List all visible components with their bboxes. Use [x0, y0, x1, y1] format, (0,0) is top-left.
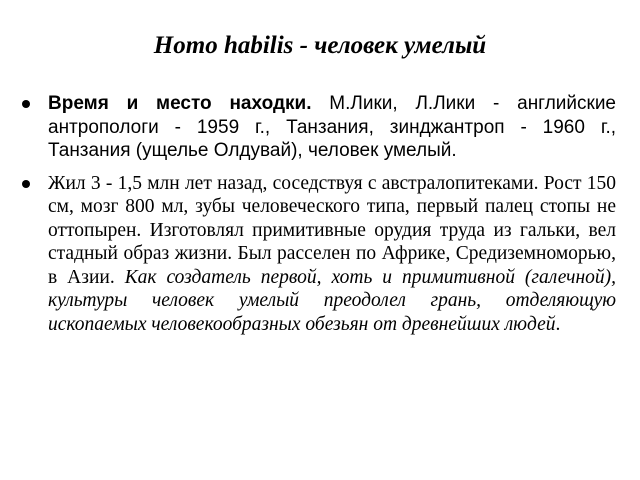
- bullet-dot-icon: [22, 100, 30, 108]
- bullet-text: М.Лики, Л.Лики - английские антропологи - 1959 г., Танзания, зинджантроп - 1960 г., Танзания (ущелье Олдувай), человек умелый.: [48, 93, 616, 161]
- bullet-lead: Время и место находки.: [48, 93, 312, 114]
- bullet-text: Жил 3 - 1,5 млн лет назад, соседствуя с австралопитеками. Рост 150 см, мозг 800 мл, зубы человеческого типа, первый палец стопы не оттопырен. Изготовлял примитивные орудия труда из гальки, вел стадный образ жизни. Был расселен по Африке, Средиземноморью, в Азии.: [48, 172, 616, 288]
- bullet-tail: .: [555, 313, 561, 335]
- bullet-italic-text: Как создатель первой, хоть и примитивной (галечной), культуры человек умелый преодолел грань, отделяющую ископаемых человекообразных обезьян от древнейших людей: [48, 266, 616, 335]
- bullet-dot-icon: [22, 180, 30, 188]
- bullet-item-discovery: [20, 92, 616, 163]
- slide-title: Homo habilis - человек умелый: [153, 32, 487, 59]
- bullet-list: [20, 92, 616, 336]
- bullet-item-description: [20, 172, 616, 337]
